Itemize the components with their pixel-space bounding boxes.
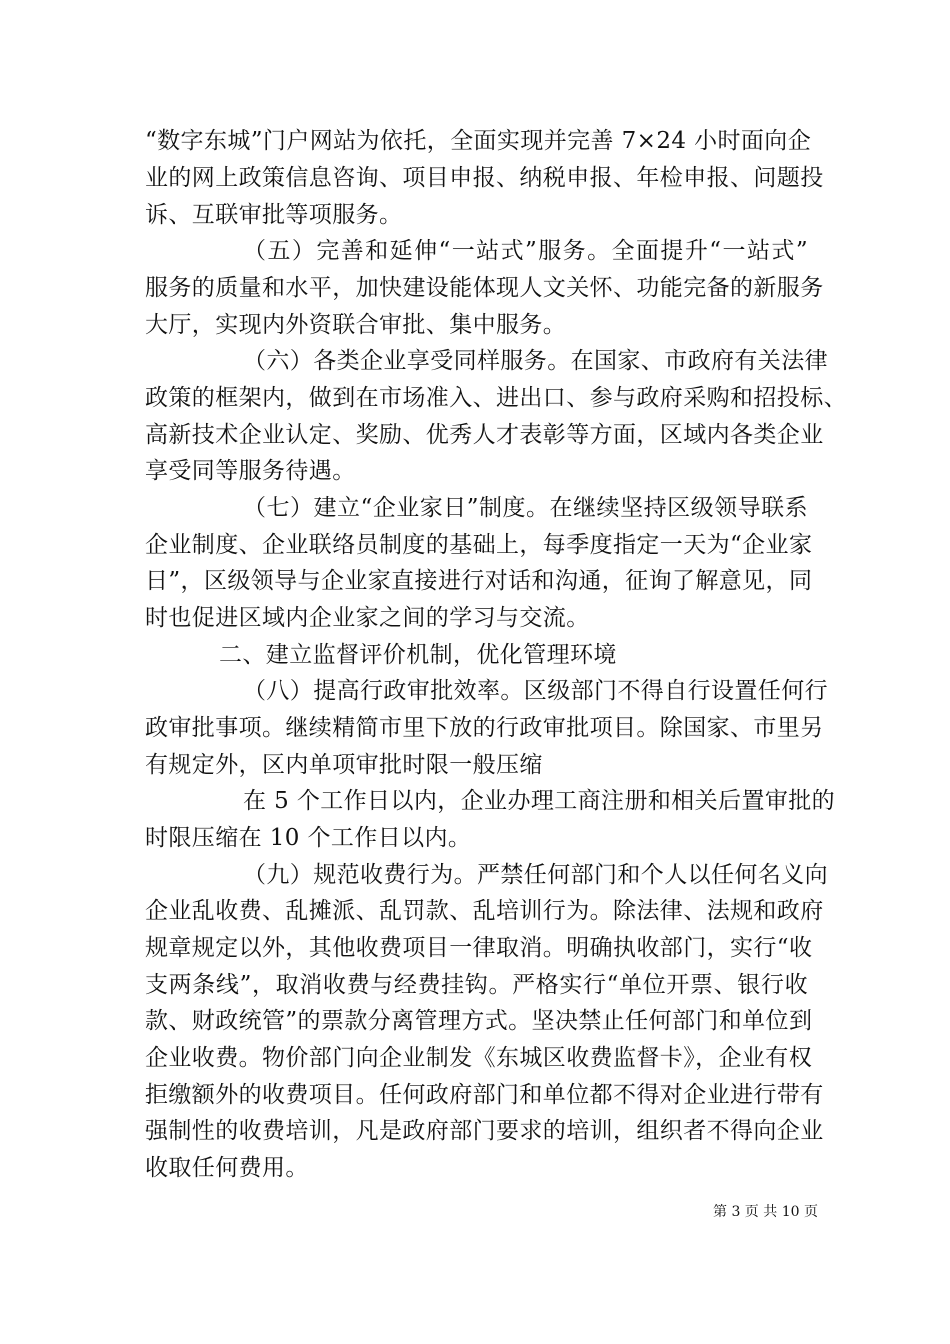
text-line: （八）提高行政审批效率。区级部门不得自行设置任何行 xyxy=(243,678,828,704)
text-line: （五）完善和延伸“一站式”服务。全面提升“一站式” xyxy=(243,238,808,264)
text-line: 高新技术企业认定、奖励、优秀人才表彰等方面，区域内各类企业 xyxy=(145,422,824,448)
text-line: （九）规范收费行为。严禁任何部门和个人以任何名义向 xyxy=(243,862,828,888)
text-line: 支两条线”，取消收费与经费挂钩。严格实行“单位开票、银行收 xyxy=(145,972,808,998)
text-line: 企业制度、企业联络员制度的基础上，每季度指定一天为“企业家 xyxy=(145,532,813,558)
section-heading: 二、建立监督评价机制，优化管理环境 xyxy=(219,642,617,668)
text-line: 享受同等服务待遇。 xyxy=(145,458,356,484)
text-line: “数字东城”门户网站为依托，全面实现并完善 7×24 小时面向企 xyxy=(145,128,812,154)
text-line: 拒缴额外的收费项目。任何政府部门和单位都不得对企业进行带有 xyxy=(145,1082,824,1108)
text-line: 日”，区级领导与企业家直接进行对话和沟通，征询了解意见，同 xyxy=(145,568,813,594)
text-line: 收取任何费用。 xyxy=(145,1155,309,1181)
text-line: 政策的框架内，做到在市场准入、进出口、参与政府采购和招投标、 xyxy=(145,385,847,411)
text-line: 时也促进区域内企业家之间的学习与交流。 xyxy=(145,605,590,631)
text-line: 在 5 个工作日以内，企业办理工商注册和相关后置审批的 xyxy=(243,788,836,814)
text-line: 诉、互联审批等项服务。 xyxy=(145,202,403,228)
text-line: 业的网上政策信息咨询、项目申报、纳税申报、年检申报、问题投 xyxy=(145,165,824,191)
text-line: 有规定外，区内单项审批时限一般压缩 xyxy=(145,752,543,778)
text-line: 企业乱收费、乱摊派、乱罚款、乱培训行为。除法律、法规和政府 xyxy=(145,898,824,924)
text-line: 款、财政统管”的票款分离管理方式。坚决禁止任何部门和单位到 xyxy=(145,1008,813,1034)
text-line: 服务的质量和水平，加快建设能体现人文关怀、功能完备的新服务 xyxy=(145,275,824,301)
text-line: 大厅，实现内外资联合审批、集中服务。 xyxy=(145,312,567,338)
page-number-footer: 第 3 页 共 10 页 xyxy=(713,1204,818,1220)
text-line: 政审批事项。继续精简市里下放的行政审批项目。除国家、市里另 xyxy=(145,715,824,741)
text-line: （七）建立“企业家日”制度。在继续坚持区级领导联系 xyxy=(243,495,808,521)
text-line: 强制性的收费培训，凡是政府部门要求的培训，组织者不得向企业 xyxy=(145,1118,824,1144)
text-line: 时限压缩在 10 个工作日以内。 xyxy=(145,825,472,851)
text-line: （六）各类企业享受同样服务。在国家、市政府有关法律 xyxy=(243,348,828,374)
text-line: 规章规定以外，其他收费项目一律取消。明确执收部门，实行“收 xyxy=(145,935,813,961)
text-line: 企业收费。物价部门向企业制发《东城区收费监督卡》，企业有权 xyxy=(145,1045,813,1071)
